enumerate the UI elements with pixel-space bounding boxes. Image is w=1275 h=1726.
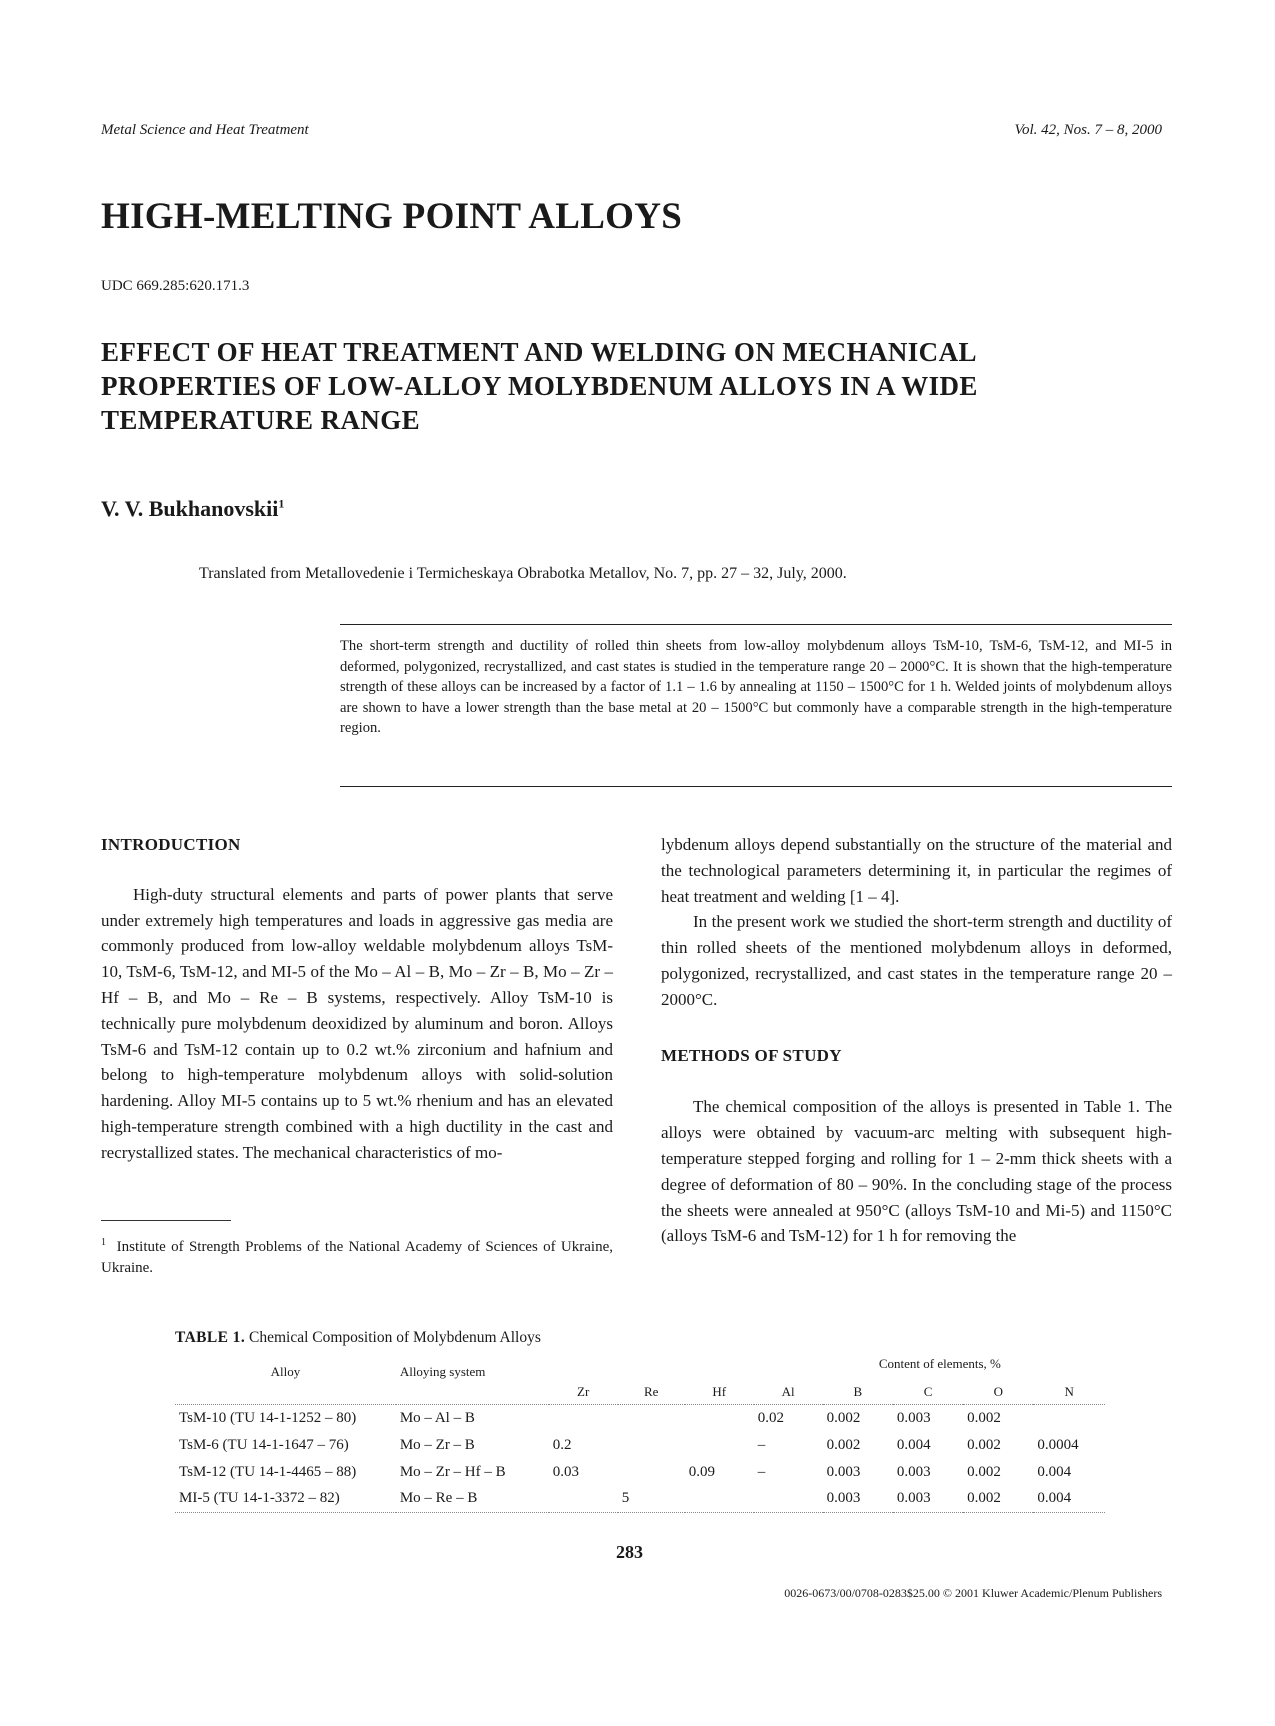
introduction-paragraph-1: High-duty structural elements and parts of power plants that serve under extremely high temperatures and loads in aggressive gas media are commonly produced from low-alloy weldable molybdenum alloys TsM-10, TsM-6, TsM-12, and MI-5 of the Mo – Al – B, Mo – Zr – B, Mo – Zr – Hf – B, and Mo – Re – B systems, respectively. Alloy TsM-10 is technically pure molybdenum deoxidized by aluminum and boron. Alloys TsM-6 and TsM-12 contain up to 0.2 wt.% zirconium and hafnium and belong to high-temperature molybdenum alloys with solid-solution hardening. Alloy MI-5 contains up to 5 wt.% rhenium and has an elevated high-temperature strength combined with a high ductility in the cast and recrystallized states. The mechanical characteristics of mo-	[101, 884, 613, 1162]
column-header-element: O	[993, 1384, 1003, 1399]
abstract-bottom-rule	[340, 786, 1172, 787]
abstract-top-rule	[340, 624, 1172, 625]
cell-value: 5	[621, 1490, 630, 1507]
introduction-heading: INTRODUCTION	[101, 835, 241, 854]
cell-value: 0.002	[826, 1409, 861, 1426]
cell-value: 0.003	[826, 1490, 861, 1507]
abstract: The short-term strength and ductility of rolled thin sheets from low-alloy molybdenum alloys TsM-10, TsM-6, TsM-12, and MI-5 in deformed, polygonized, recrystallized, and cast states is studied in the temperature range 20 – 2000°C. It is shown that the high-temperature strength of these alloys can be increased by a factor of 1.1 – 1.6 by annealing at 1150 – 1500°C for 1 h. Welded joints of molybdenum alloys are shown to have a lower strength than the base metal at 20 – 1500°C but commonly have a comparable strength in the high-temperature region.	[340, 638, 1172, 736]
cell-system: Mo – Zr – Hf – B	[399, 1463, 506, 1480]
cell-value: 0.2	[552, 1436, 572, 1453]
table-caption	[175, 1329, 541, 1347]
table-body	[175, 1405, 1105, 1513]
cell-system: Mo – Zr – B	[399, 1436, 475, 1453]
cell-alloy: TsM-10 (TU 14-1-1252 – 80)	[179, 1409, 357, 1426]
cell-value: 0.004	[1037, 1463, 1072, 1480]
paper-title: EFFECT OF HEAT TREATMENT AND WELDING ON MECHANICAL PROPERTIES OF LOW-ALLOY MOLYBDENUM ALLOYS IN A WIDE TEMPERATURE RANGE	[101, 337, 978, 435]
section-title: HIGH-MELTING POINT ALLOYS	[101, 196, 683, 237]
translated-from: Translated from Metallovedenie i Termicheskaya Obrabotka Metallov, No. 7, pp. 27 – 32, July, 2000.	[199, 565, 847, 582]
methods-heading: METHODS OF STUDY	[661, 1045, 842, 1065]
cell-alloy: TsM-12 (TU 14-1-4465 – 88)	[179, 1463, 357, 1480]
footnote-text: Institute of Strength Problems of the National Academy of Sciences of Ukraine, Ukraine.	[101, 1239, 613, 1276]
cell-alloy: TsM-6 (TU 14-1-1647 – 76)	[179, 1436, 349, 1453]
cell-value: 0.003	[896, 1463, 931, 1480]
cell-value: 0.004	[1037, 1490, 1072, 1507]
table-row	[175, 1405, 1105, 1432]
column-header-element: Re	[643, 1384, 659, 1399]
introduction-paragraph-1-continued: lybdenum alloys depend substantially on the structure of the material and the technological parameters determining it, in particular the regimes of heat treatment and welding [1 – 4].	[661, 835, 1172, 906]
cell-value	[1033, 1405, 1105, 1432]
author-footnote-mark: 1	[278, 496, 285, 511]
page-number: 283	[616, 1542, 643, 1562]
cell-value: 0.004	[896, 1436, 931, 1453]
cell-value: 0.0004	[1037, 1436, 1079, 1453]
column-header-element: Zr	[577, 1384, 590, 1399]
cell-value: 0.003	[896, 1409, 931, 1426]
cell-value: 0.002	[967, 1409, 1001, 1426]
cell-value: 0.003	[896, 1490, 931, 1507]
cell-value: 0.003	[826, 1463, 861, 1480]
cell-value: 0.02	[757, 1409, 784, 1426]
column-header-element: Hf	[712, 1384, 727, 1399]
right-column	[661, 832, 1172, 1249]
cell-value: 0.002	[826, 1436, 861, 1453]
cell-value	[549, 1405, 618, 1432]
volume-info: Vol. 42, Nos. 7 – 8, 2000	[1014, 122, 1162, 138]
cell-value	[618, 1432, 685, 1459]
cell-alloy: MI-5 (TU 14-1-3372 – 82)	[179, 1490, 340, 1507]
author-name: V. V. Bukhanovskii	[101, 496, 279, 521]
footnote-rule	[101, 1220, 231, 1221]
cell-value	[618, 1459, 685, 1486]
cell-value: 0.002	[967, 1436, 1001, 1453]
cell-value	[549, 1486, 618, 1513]
column-header-element: C	[923, 1384, 933, 1399]
cell-value: 0.03	[552, 1463, 579, 1480]
cell-value	[685, 1432, 754, 1459]
introduction-paragraph-2: In the present work we studied the short-term strength and ductility of thin rolled sheets of the mentioned molybdenum alloys in deformed, polygonized, recrystallized, and cast states in the temperature range 20 – 2000°C.	[661, 912, 1172, 1009]
cell-value	[618, 1405, 685, 1432]
table-caption-label: TABLE 1.	[175, 1329, 246, 1346]
cell-value: 0.002	[967, 1463, 1001, 1480]
table-caption-text: Chemical Composition of Molybdenum Alloys	[248, 1329, 541, 1346]
footnote-mark: 1	[101, 1237, 106, 1248]
column-header-element: B	[853, 1384, 863, 1399]
table-row	[175, 1432, 1105, 1459]
column-header-alloying-system: Alloying system	[399, 1364, 486, 1379]
cell-value: –	[757, 1436, 766, 1453]
column-header-content-group: Content of elements, %	[878, 1356, 1001, 1371]
methods-paragraph-1: The chemical composition of the alloys is presented in Table 1. The alloys were obtained by vacuum-arc melting with subsequent high-temperature stepped forging and rolling for 1 – 2-mm thick sheets with a degree of deformation of 80 – 90%. In the concluding stage of the process the sheets were annealed at 950°C (alloys TsM-10 and Mi-5) and 1150°C (alloys TsM-6 and TsM-12) for 1 h for removing the	[661, 1097, 1172, 1246]
column-header-element: N	[1064, 1384, 1074, 1399]
column-header-alloy: Alloy	[270, 1364, 301, 1379]
author	[101, 496, 284, 522]
cell-value: 0.002	[967, 1490, 1001, 1507]
journal-name: Metal Science and Heat Treatment	[101, 122, 309, 138]
column-header-element: Al	[781, 1384, 795, 1399]
table-row	[175, 1459, 1105, 1486]
cell-system: Mo – Al – B	[399, 1409, 475, 1426]
cell-value	[685, 1405, 754, 1432]
cell-value: –	[757, 1463, 766, 1480]
footnote	[101, 1232, 613, 1279]
chemical-composition-table	[175, 1352, 1105, 1513]
left-column	[101, 832, 613, 1166]
cell-value	[685, 1486, 754, 1513]
cell-value: 0.09	[688, 1463, 715, 1480]
table-row	[175, 1486, 1105, 1513]
cell-value	[754, 1486, 823, 1513]
cell-system: Mo – Re – B	[399, 1490, 478, 1507]
copyright-line: 0026-0673/00/0708-0283$25.00 © 2001 Kluwer Academic/Plenum Publishers	[784, 1586, 1162, 1600]
udc-code: UDC 669.285:620.171.3	[101, 278, 250, 294]
